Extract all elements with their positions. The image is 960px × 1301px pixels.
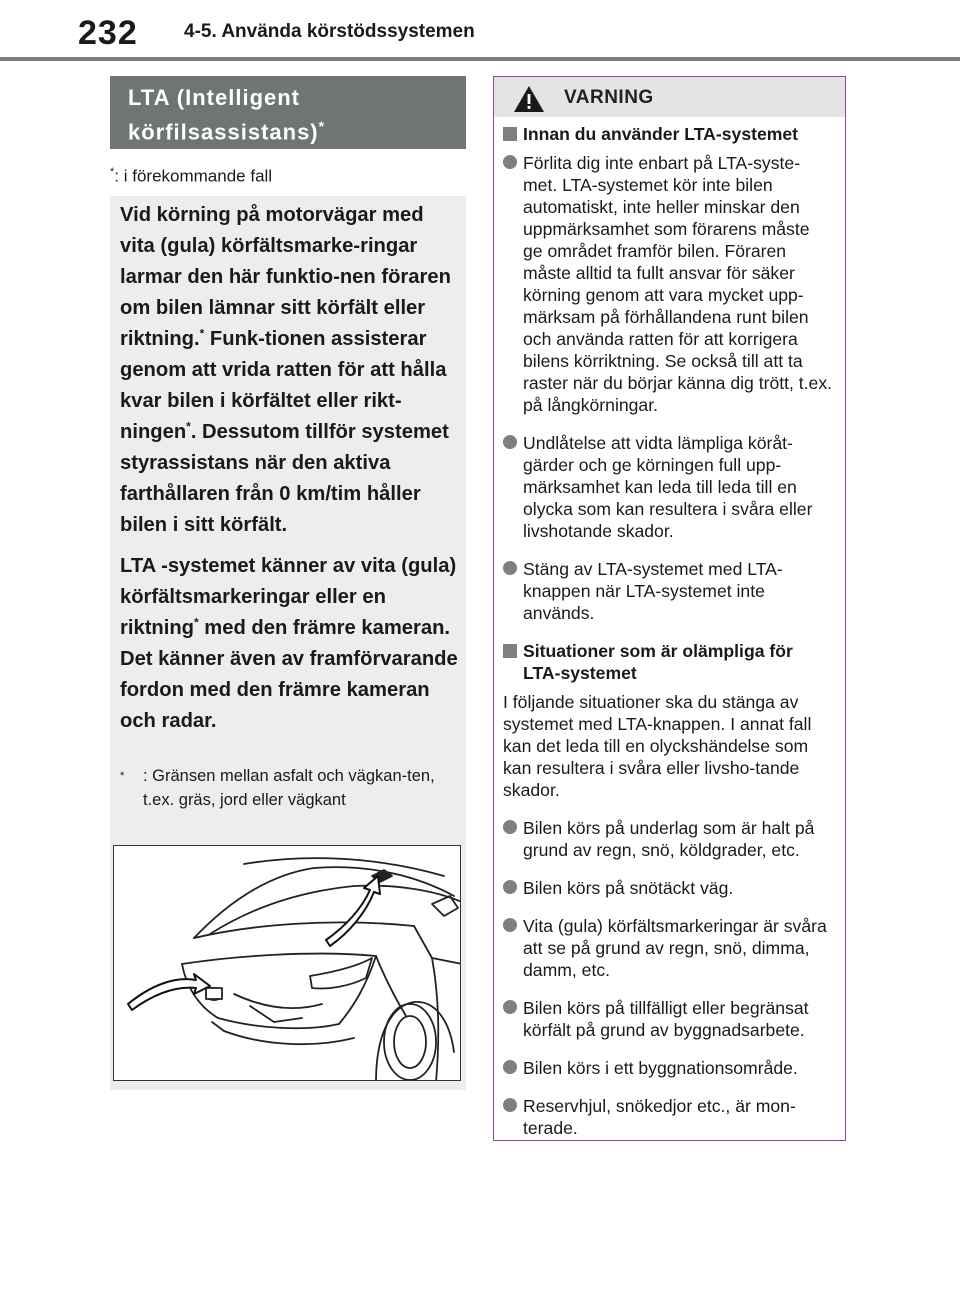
warning-bullet: Bilen körs på underlag som är halt på grund av regn, snö, köldgrader, etc. — [503, 817, 833, 861]
warning-triangle-icon — [513, 85, 545, 113]
round-bullet-icon — [503, 820, 517, 834]
left-column — [110, 76, 466, 187]
round-bullet-icon — [503, 1060, 517, 1074]
feature-title-box — [110, 76, 466, 149]
footnote-road-edge: * : Gränsen mellan asfalt och vägkan-ten, t.ex. gräs, jord eller vägkant — [120, 767, 435, 809]
warning-bullet: Bilen körs i ett byggnationsområde. — [503, 1057, 833, 1079]
round-bullet-icon — [503, 435, 517, 449]
round-bullet-icon — [503, 1098, 517, 1112]
warning-body — [503, 123, 833, 1155]
warning-bullet: Vita (gula) körfältsmarkeringar är svåra att se på grund av regn, snö, dimma, damm, etc. — [503, 915, 833, 981]
square-bullet-icon — [503, 127, 517, 141]
round-bullet-icon — [503, 155, 517, 169]
warning-bullet: Bilen körs på tillfälligt eller begränsat körfält på grund av byggnadsarbete. — [503, 997, 833, 1041]
warning-bullet: Bilen körs på snötäckt väg. — [503, 877, 833, 899]
car-illustration-svg — [114, 846, 461, 1081]
round-bullet-icon — [503, 880, 517, 894]
warning-subheading-before-use: Innan du använder LTA-systemet — [503, 123, 833, 145]
round-bullet-icon — [503, 1000, 517, 1014]
warning-paragraph: I följande situationer ska du stänga av systemet med LTA-knappen. I annat fall kan det leda till en olyckshändelse som kan resultera i svåra eller livsho-tande skador. — [503, 692, 812, 800]
page-header — [0, 0, 960, 62]
intro-paragraph-2: LTA -systemet känner av vita (gula) körfältsmarkeringar eller en riktning* med den främre kameran. Det känner även av framförvarande fordon med den främre kameran och radar. — [120, 555, 458, 732]
warning-box — [493, 76, 846, 1141]
footnote-availability: *: i förekommande fall — [110, 166, 273, 186]
warning-subheading-unsuitable: Situationer som är olämpliga för LTA-systemet — [503, 640, 833, 684]
feature-title-line2: körfilsassistans)* — [128, 118, 326, 145]
car-camera-illustration — [113, 845, 461, 1081]
warning-bullet: Stäng av LTA-systemet med LTA-knappen när LTA-systemet inte används. — [503, 558, 833, 624]
warning-title: VARNING — [564, 87, 654, 108]
feature-title-line1: LTA (Intelligent — [128, 85, 301, 110]
header-rule — [0, 57, 960, 61]
warning-bullet: Förlita dig inte enbart på LTA-syste-met. LTA-systemet kör inte bilen automatiskt, inte heller minskar den uppmärksamhet som förarens måste ge området framför bilen. Föraren måste alltid ta fullt ansvar för säker körning genom att vara mycket upp-märksam på förhållandena runt bilen och använda ratten för att korrigera bilens körriktning. Se också till att ta raster när du börjar känna dig trött, t.ex. på långkörningar. — [503, 152, 833, 416]
page-number: 232 — [78, 14, 138, 52]
intro-paragraph-1: Vid körning på motorvägar med vita (gula) körfältsmarke-ringar larmar den här funktio-nen föraren om bilen lämnar sitt körfält eller riktning.* Funk-tionen assisterar genom att vrida ratten för att hålla kvar bilen i körfältet eller rikt-ningen*. Dessutom tillför systemet styrassistans när den aktiva farthållaren från 0 km/tim håller bilen i sitt körfält. — [120, 204, 451, 536]
round-bullet-icon — [503, 918, 517, 932]
round-bullet-icon — [503, 561, 517, 575]
square-bullet-icon — [503, 644, 517, 658]
warning-bullet: Undlåtelse att vidta lämpliga köråt-gärder och ge körningen full upp-märksamhet kan leda till leda till en olycka som kan resultera i svåra eller livshotande skador. — [503, 432, 833, 542]
intro-text — [120, 200, 458, 747]
section-title: 4-5. Använda körstödssystemen — [184, 21, 475, 42]
warning-header — [494, 77, 845, 117]
warning-bullet: Reservhjul, snökedjor etc., är mon-terade. — [503, 1095, 833, 1139]
